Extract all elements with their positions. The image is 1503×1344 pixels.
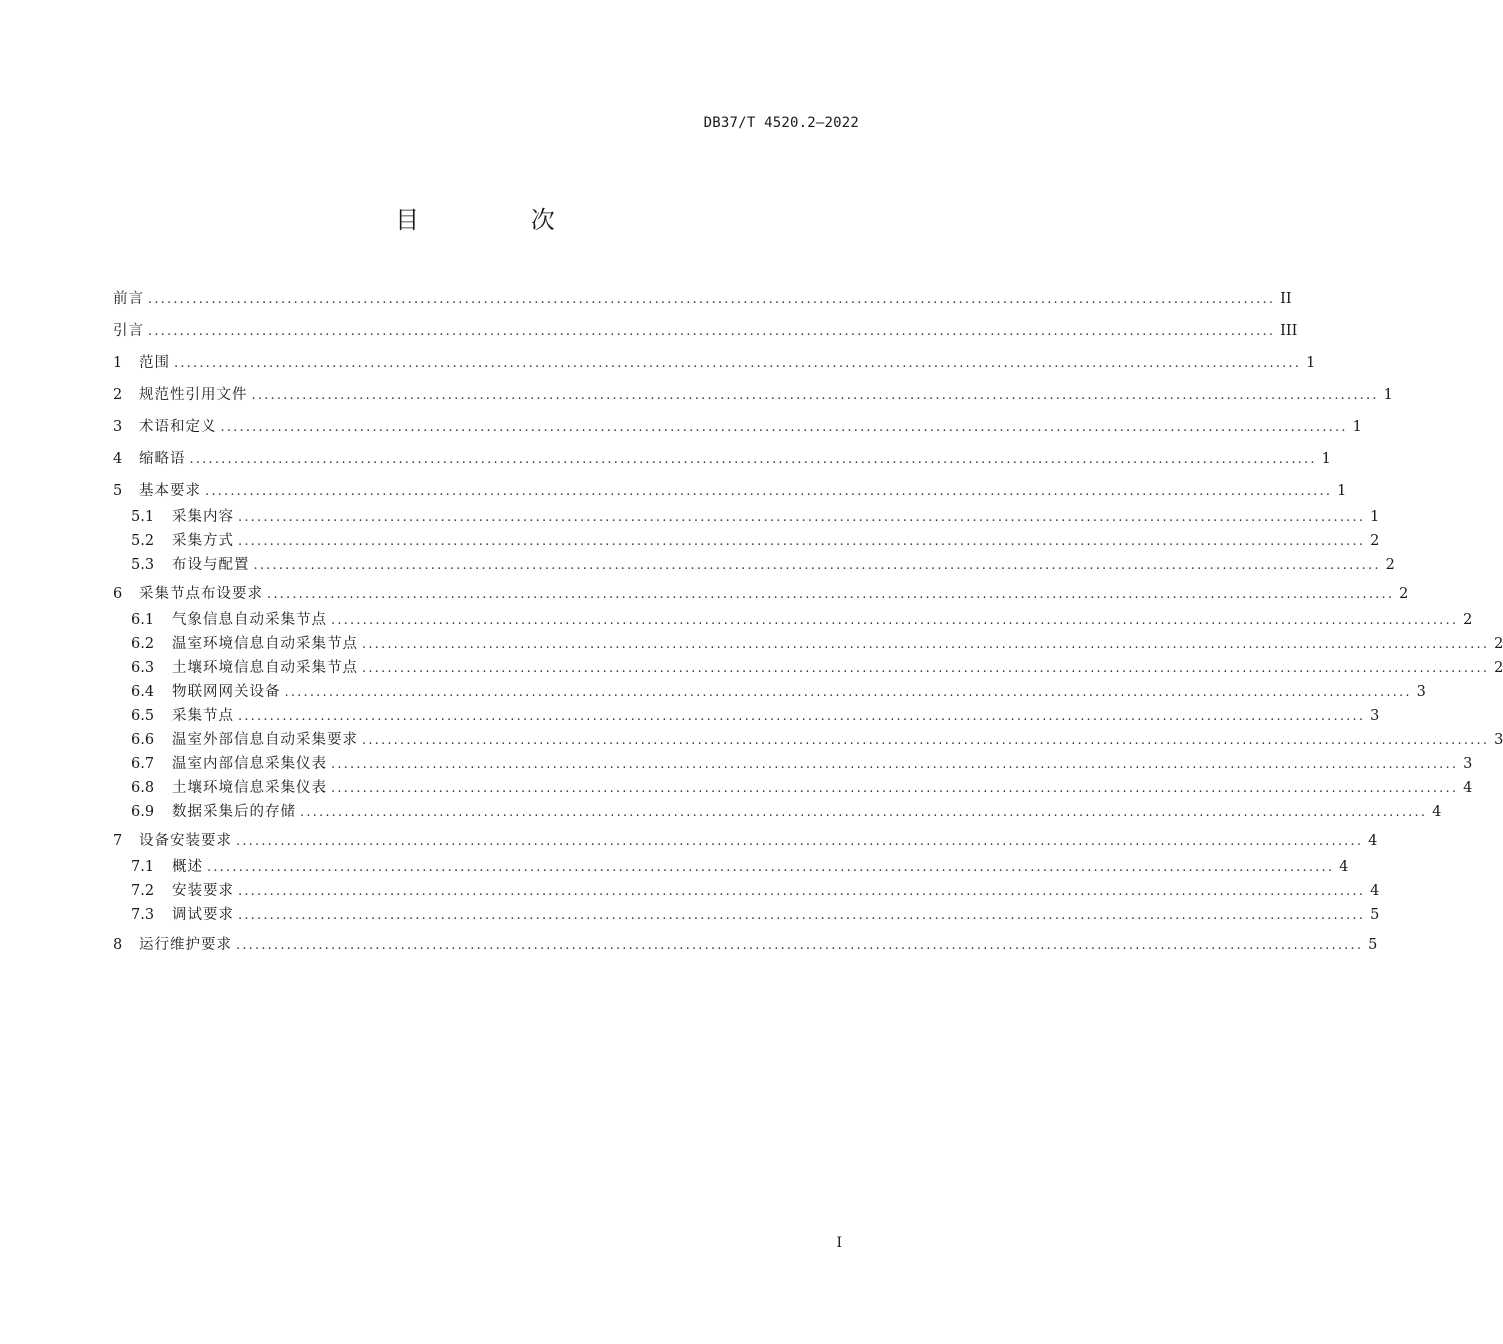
toc-dot-leader: .................................................................................................................................................................................. (267, 587, 1395, 602)
toc-entry-title: 布设与配置 (172, 557, 250, 573)
toc-entry[interactable] (131, 609, 1473, 631)
toc-entry-title: 采集节点布设要求 (139, 586, 263, 602)
toc-entry-title: 采集方式 (172, 533, 234, 549)
toc-entry-title: 温室环境信息自动采集节点 (172, 636, 358, 652)
toc-dot-leader: .................................................................................................................................................................................. (284, 685, 1412, 700)
toc-entry-number: 6.3 (131, 660, 155, 676)
toc-entry[interactable] (131, 904, 1380, 926)
toc-dot-leader: .................................................................................................................................................................................. (220, 420, 1348, 435)
toc-entry-number: 6.7 (131, 756, 155, 772)
toc-entry-page-number: 1 (1321, 451, 1331, 467)
toc-entry-number: 7 (113, 833, 123, 849)
toc-dot-leader: .................................................................................................................................................................................. (331, 613, 1459, 628)
toc-dot-leader: .................................................................................................................................................................................. (238, 709, 1366, 724)
toc-entry[interactable] (113, 448, 1331, 470)
toc-entry-number: 6.1 (131, 612, 155, 628)
toc-entry-page-number: 1 (1370, 509, 1380, 525)
toc-entry[interactable] (113, 288, 1292, 310)
toc-entry-number: 5.1 (131, 509, 155, 525)
toc-entry-title: 采集内容 (172, 509, 234, 525)
toc-entry-title: 前言 (113, 291, 144, 307)
toc-entry[interactable] (131, 705, 1380, 727)
toc-entry-title: 运行维护要求 (139, 937, 232, 953)
toc-entry-number: 5.2 (131, 533, 155, 549)
toc-entry-title: 设备安装要求 (139, 833, 232, 849)
toc-entry-page-number: 1 (1337, 483, 1347, 499)
toc-entry[interactable] (131, 729, 1503, 751)
toc-entry[interactable] (131, 880, 1380, 902)
toc-dot-leader: .................................................................................................................................................................................. (331, 781, 1459, 796)
toc-entry-number: 6.5 (131, 708, 155, 724)
toc-entry-title: 温室外部信息自动采集要求 (172, 732, 358, 748)
toc-entry-title: 概述 (172, 859, 203, 875)
toc-entry-number: 6 (113, 586, 123, 602)
toc-dot-leader: .................................................................................................................................................................................. (174, 356, 1302, 371)
toc-entry[interactable] (113, 320, 1298, 342)
toc-entry-number: 4 (113, 451, 123, 467)
toc-dot-leader: .................................................................................................................................................................................. (238, 908, 1366, 923)
toc-entry-page-number: 1 (1383, 387, 1393, 403)
toc-entry-title: 引言 (113, 323, 144, 339)
toc-entry-number: 3 (113, 419, 123, 435)
toc-entry-page-number: 5 (1370, 907, 1380, 923)
toc-entry[interactable] (113, 480, 1347, 502)
toc-entry[interactable] (131, 753, 1473, 775)
toc-entry-title: 缩略语 (139, 451, 186, 467)
toc-dot-leader: .................................................................................................................................................................................. (207, 860, 1335, 875)
toc-entry-number: 6.8 (131, 780, 155, 796)
toc-entry-page-number: 2 (1463, 612, 1473, 628)
toc-entry-number: 2 (113, 387, 123, 403)
toc-entry[interactable] (131, 633, 1503, 655)
toc-entry-page-number: 3 (1416, 684, 1426, 700)
toc-entry-number: 7.2 (131, 883, 155, 899)
toc-entry-page-number: 5 (1368, 937, 1378, 953)
toc-entry[interactable] (113, 934, 1378, 956)
toc-entry-title: 术语和定义 (139, 419, 217, 435)
document-code: DB37/T 4520.2—2022 (703, 115, 859, 131)
toc-dot-leader: .................................................................................................................................................................................. (238, 510, 1366, 525)
toc-entry[interactable] (131, 856, 1349, 878)
toc-dot-leader: .................................................................................................................................................................................. (362, 661, 1490, 676)
toc-entry[interactable] (113, 352, 1316, 374)
toc-entry-number: 6.9 (131, 804, 155, 820)
toc-entry-number: 6.2 (131, 636, 155, 652)
toc-entry[interactable] (131, 777, 1473, 799)
toc-dot-leader: .................................................................................................................................................................................. (148, 324, 1276, 339)
toc-entry-number: 1 (113, 355, 123, 371)
toc-entry[interactable] (113, 384, 1393, 406)
toc-entry[interactable] (113, 830, 1378, 852)
toc-dot-leader: .................................................................................................................................................................................. (362, 733, 1490, 748)
toc-entry-page-number: 2 (1494, 636, 1503, 652)
toc-entry-page-number: 3 (1494, 732, 1503, 748)
toc-entry[interactable] (131, 657, 1503, 679)
toc-entry-page-number: 2 (1385, 557, 1395, 573)
toc-entry-page-number: 2 (1399, 586, 1409, 602)
toc-entry-title: 范围 (139, 355, 170, 371)
toc-entry-page-number: 3 (1463, 756, 1473, 772)
table-of-contents (113, 0, 1503, 1344)
toc-entry[interactable] (131, 530, 1380, 552)
toc-entry-number: 8 (113, 937, 123, 953)
toc-dot-leader: .................................................................................................................................................................................. (238, 884, 1366, 899)
toc-entry-page-number: 3 (1370, 708, 1380, 724)
toc-entry-page-number: 4 (1339, 859, 1349, 875)
toc-entry-title: 基本要求 (139, 483, 201, 499)
toc-dot-leader: .................................................................................................................................................................................. (189, 452, 1317, 467)
toc-entry-page-number: 2 (1494, 660, 1503, 676)
toc-dot-leader: .................................................................................................................................................................................. (300, 805, 1428, 820)
toc-entry[interactable] (113, 583, 1409, 605)
toc-entry-page-number: 4 (1432, 804, 1442, 820)
toc-entry-page-number: 2 (1370, 533, 1380, 549)
toc-entry[interactable] (131, 801, 1442, 823)
toc-dot-leader: .................................................................................................................................................................................. (148, 292, 1276, 307)
footer-page-number: I (836, 1235, 842, 1251)
toc-entry-page-number: 1 (1306, 355, 1316, 371)
toc-entry-title: 规范性引用文件 (139, 387, 248, 403)
toc-entry-title: 采集节点 (172, 708, 234, 724)
toc-entry-page-number: 4 (1368, 833, 1378, 849)
toc-entry-number: 7.1 (131, 859, 155, 875)
toc-entry-title: 调试要求 (172, 907, 234, 923)
toc-entry-page-number: II (1280, 291, 1292, 307)
toc-entry-number: 5.3 (131, 557, 155, 573)
toc-entry-page-number: 4 (1463, 780, 1473, 796)
toc-entry-title: 土壤环境信息自动采集节点 (172, 660, 358, 676)
toc-dot-leader: .................................................................................................................................................................................. (238, 534, 1366, 549)
toc-dot-leader: .................................................................................................................................................................................. (253, 558, 1381, 573)
toc-entry-page-number: III (1280, 323, 1298, 339)
toc-entry-title: 数据采集后的存储 (172, 804, 296, 820)
toc-dot-leader: .................................................................................................................................................................................. (331, 757, 1459, 772)
toc-dot-leader: .................................................................................................................................................................................. (362, 637, 1490, 652)
toc-entry-title: 安装要求 (172, 883, 234, 899)
toc-entry-title: 物联网网关设备 (172, 684, 281, 700)
toc-entry-page-number: 1 (1352, 419, 1362, 435)
page-title: 目 次 (395, 206, 607, 234)
toc-entry-title: 温室内部信息采集仪表 (172, 756, 327, 772)
toc-entry[interactable] (113, 416, 1362, 438)
toc-entry-title: 土壤环境信息采集仪表 (172, 780, 327, 796)
toc-dot-leader: .................................................................................................................................................................................. (205, 484, 1333, 499)
toc-entry-number: 6.4 (131, 684, 155, 700)
toc-entry-number: 6.6 (131, 732, 155, 748)
toc-dot-leader: .................................................................................................................................................................................. (236, 834, 1364, 849)
toc-entry-page-number: 4 (1370, 883, 1380, 899)
toc-entry-title: 气象信息自动采集节点 (172, 612, 327, 628)
toc-entry[interactable] (131, 554, 1395, 576)
toc-entry[interactable] (131, 506, 1380, 528)
toc-entry[interactable] (131, 681, 1426, 703)
toc-dot-leader: .................................................................................................................................................................................. (236, 938, 1364, 953)
toc-entry-number: 7.3 (131, 907, 155, 923)
toc-dot-leader: .................................................................................................................................................................................. (251, 388, 1379, 403)
toc-entry-number: 5 (113, 483, 123, 499)
